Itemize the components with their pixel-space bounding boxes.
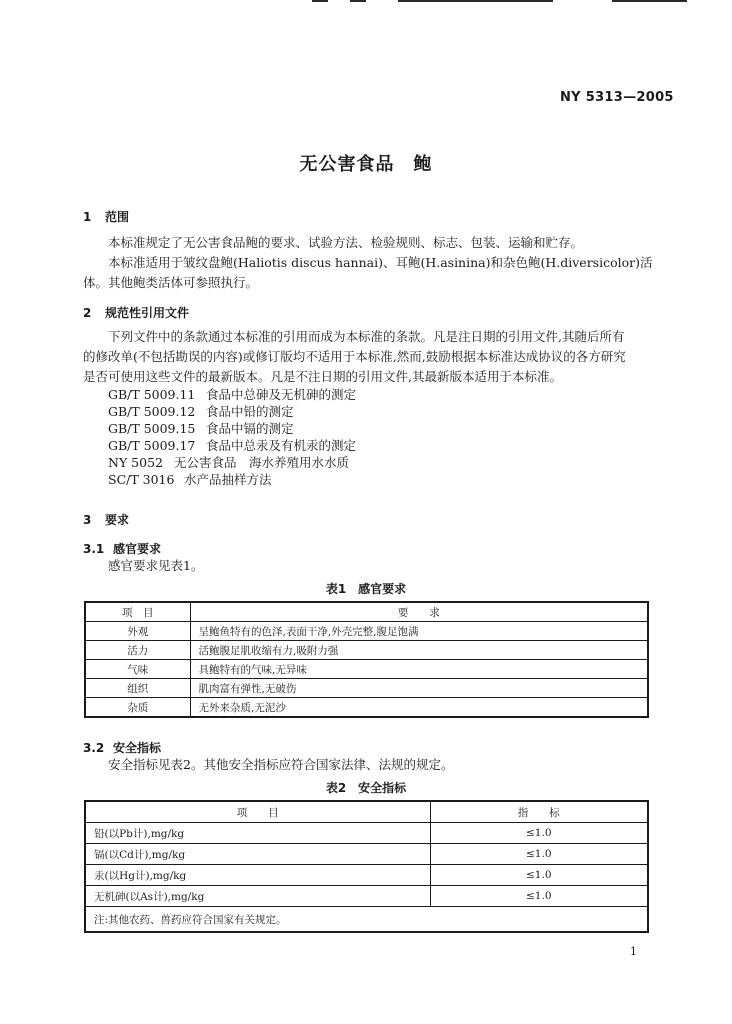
- paragraph: 下列文件中的条款通过本标准的引用而成为本标准的条款。凡是注日期的引用文件,其随后所有: [108, 329, 625, 344]
- reference-item: GB/T 5009.11 食品中总砷及无机砷的测定: [108, 387, 357, 402]
- paragraph: 体。其他鲍类活体可参照执行。: [83, 275, 259, 290]
- standard-code: NY 5313—2005: [560, 90, 674, 105]
- page-number: 1: [630, 945, 637, 958]
- paragraph: 是否可使用这些文件的最新版本。凡是不注日期的引用文件,其最新版本适用于本标准。: [83, 369, 562, 384]
- table-2-caption: 表2 安全指标: [325, 781, 407, 795]
- section-title: 规范性引用文件: [105, 306, 190, 320]
- section-title: 安全指标: [113, 741, 162, 755]
- section-2-heading: [83, 304, 189, 321]
- table-row: 镉(以Cd计),mg/kg ≤1.0: [85, 844, 648, 865]
- table-1-caption: 表1 感官要求: [325, 582, 407, 596]
- paragraph: 本标准规定了无公害食品鲍的要求、试验方法、检验规则、标志、包装、运输和贮存。: [108, 235, 584, 250]
- scan-mark: [398, 0, 553, 2]
- scan-mark: [350, 0, 366, 2]
- section-2-body: [83, 327, 673, 387]
- table-row: 气味 具鲍特有的气味,无异味: [85, 660, 648, 679]
- paragraph: 的修改单(不包括勘误的内容)或修订版均不适用于本标准,然而,鼓励根据本标准达成协议的各方研究: [83, 349, 626, 364]
- section-number: 3.2: [83, 741, 105, 755]
- section-number: 1: [83, 210, 92, 224]
- page-title: 无公害食品 鲍: [299, 154, 433, 175]
- section-number: 3.1: [83, 542, 105, 556]
- section-3-1-heading: [83, 540, 161, 557]
- paragraph: 感官要求见表1。: [108, 558, 204, 573]
- table-row: 外观 呈鲍鱼特有的色泽,表面干净,外壳完整,腹足饱满: [85, 622, 648, 641]
- section-number: 2: [83, 306, 92, 320]
- table-row: 无机砷(以As计),mg/kg ≤1.0: [85, 886, 648, 907]
- section-1-body: [83, 233, 663, 293]
- reference-list: [108, 386, 356, 488]
- table-row: 杂质 无外来杂质,无泥沙: [85, 698, 648, 718]
- table-header-row: 项 目 要 求: [85, 602, 648, 622]
- table-row: 活力 活鲍腹足肌收缩有力,吸附力强: [85, 641, 648, 660]
- table-header-row: 项 目 指 标: [85, 801, 648, 823]
- reference-item: SC/T 3016 水产品抽样方法: [108, 472, 272, 487]
- section-3-heading: [83, 511, 129, 528]
- reference-item: GB/T 5009.17 食品中总汞及有机汞的测定: [108, 438, 357, 453]
- paragraph: 本标准适用于皱纹盘鲍(Haliotis discus hannai)、耳鲍(H.asinina)和杂色鲍(H.diversicolor)活: [108, 255, 653, 270]
- section-number: 3: [83, 513, 92, 527]
- table-1: [84, 601, 649, 718]
- scan-mark: [612, 0, 687, 2]
- reference-item: GB/T 5009.15 食品中镉的测定: [108, 421, 294, 436]
- table-note-row: 注:其他农药、兽药应符合国家有关规定。: [85, 907, 648, 933]
- section-title: 范围: [105, 210, 130, 224]
- table-2: [84, 800, 649, 933]
- reference-item: NY 5052 无公害食品 海水养殖用水水质: [108, 455, 350, 470]
- table-row: 汞(以Hg计),mg/kg ≤1.0: [85, 865, 648, 886]
- table-row: 铅(以Pb计),mg/kg ≤1.0: [85, 823, 648, 844]
- section-3-2-heading: [83, 739, 161, 756]
- paragraph: 安全指标见表2。其他安全指标应符合国家法律、法规的规定。: [108, 757, 454, 772]
- section-title: 感官要求: [113, 542, 162, 556]
- reference-item: GB/T 5009.12 食品中铅的测定: [108, 404, 294, 419]
- section-title: 要求: [105, 513, 130, 527]
- section-1-heading: [83, 208, 129, 225]
- scan-mark: [312, 0, 328, 2]
- table-row: 组织 肌肉富有弹性,无破伤: [85, 679, 648, 698]
